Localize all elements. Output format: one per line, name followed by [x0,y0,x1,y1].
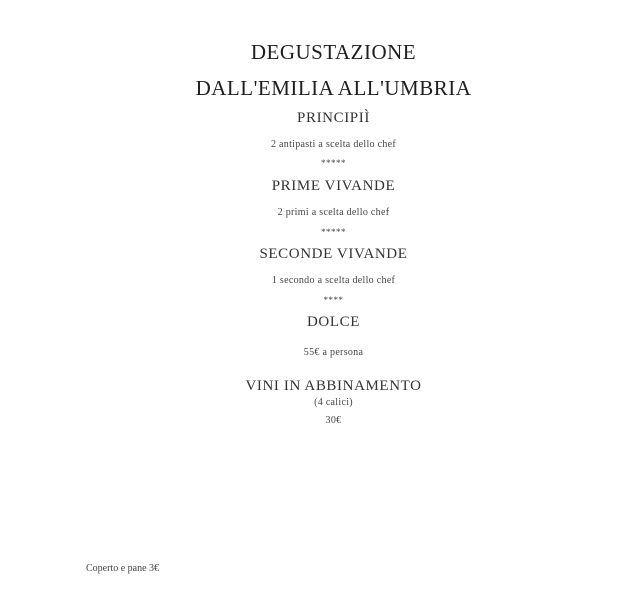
section-heading-prime-vivande: PRIME VIVANDE [271,178,396,194]
section-description-seconde-vivande: 1 secondo a scelta dello chef [271,275,396,286]
wine-pairing-note: (4 calici) [314,397,353,408]
wine-pairing-heading: VINI IN ABBINAMENTO [245,378,422,394]
section-separator: ***** [321,158,346,168]
section-separator: **** [323,295,344,305]
menu-title-line2: DALL'EMILIA ALL'UMBRIA [195,76,472,100]
section-heading-principi: PRINCIPIÌ [297,110,370,126]
menu-price: 55€ a persona [303,347,364,358]
section-description-principi: 2 antipasti a scelta dello chef [270,139,397,150]
section-heading-seconde-vivande: SECONDE VIVANDE [259,246,408,262]
section-description-prime-vivande: 2 primi a scelta dello chef [277,207,390,218]
menu-title-line1: DEGUSTAZIONE [250,40,417,64]
wine-pairing-price: 30€ [325,415,342,426]
cover-charge-note: Coperto e pane 3€ [86,563,160,574]
section-separator: ***** [321,227,346,237]
section-heading-dolce: DOLCE [307,314,360,330]
